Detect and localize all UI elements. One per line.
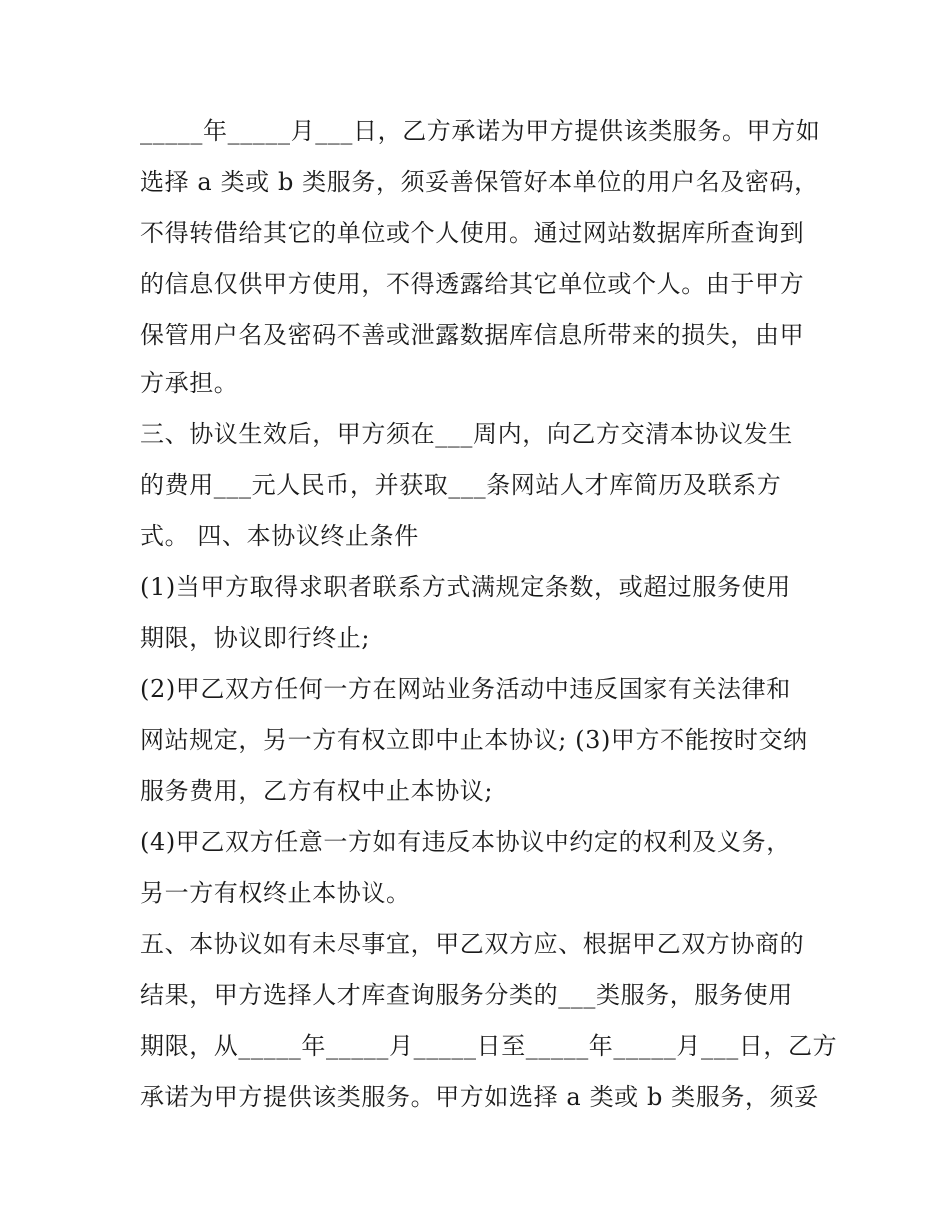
text-line: 另一方有权终止本协议。	[140, 879, 411, 907]
text-line: _____年_____月___日，乙方承诺为甲方提供该类服务。甲方如	[140, 117, 821, 145]
text-line: 方承担。	[140, 369, 239, 397]
text-line: (1)当甲方取得求职者联系方式满规定条数，或超过服务使用	[140, 573, 791, 601]
text-line: 五、本协议如有未尽事宜，甲乙双方应、根据甲乙双方协商的	[140, 930, 805, 958]
text-line: 的信息仅供甲方使用，不得透露给其它单位或个人。由于甲方	[140, 270, 805, 298]
text-line: 保管用户名及密码不善或泄露数据库信息所带来的损失，由甲	[140, 321, 805, 349]
text-line: 不得转借给其它的单位或个人使用。通过网站数据库所查询到	[140, 219, 805, 247]
text-line: 结果，甲方选择人才库查询服务分类的___类服务，服务使用	[140, 981, 793, 1009]
text-line: 网站规定，另一方有权立即中止本协议; (3)甲方不能按时交纳	[140, 726, 808, 754]
text-line: (4)甲乙双方任意一方如有违反本协议中约定的权利及义务，	[140, 828, 791, 856]
text-line: 服务费用，乙方有权中止本协议;	[140, 777, 494, 805]
text-line: 期限，协议即行终止;	[140, 624, 371, 652]
text-line: 式。 四、本协议终止条件	[140, 522, 419, 550]
text-line: 选择 a 类或 b 类服务，须妥善保管好本单位的用户名及密码，	[140, 168, 819, 196]
text-line: 的费用___元人民币，并获取___条网站人才库简历及联系方	[140, 471, 782, 499]
text-line: 承诺为甲方提供该类服务。甲方如选择 a 类或 b 类服务，须妥	[140, 1083, 819, 1111]
text-line: 三、协议生效后，甲方须在___周内，向乙方交清本协议发生	[140, 420, 793, 448]
text-line: (2)甲乙双方任何一方在网站业务活动中违反国家有关法律和	[140, 675, 791, 703]
text-line: 期限，从_____年_____月_____日至_____年_____月___日，乙方	[140, 1032, 838, 1060]
